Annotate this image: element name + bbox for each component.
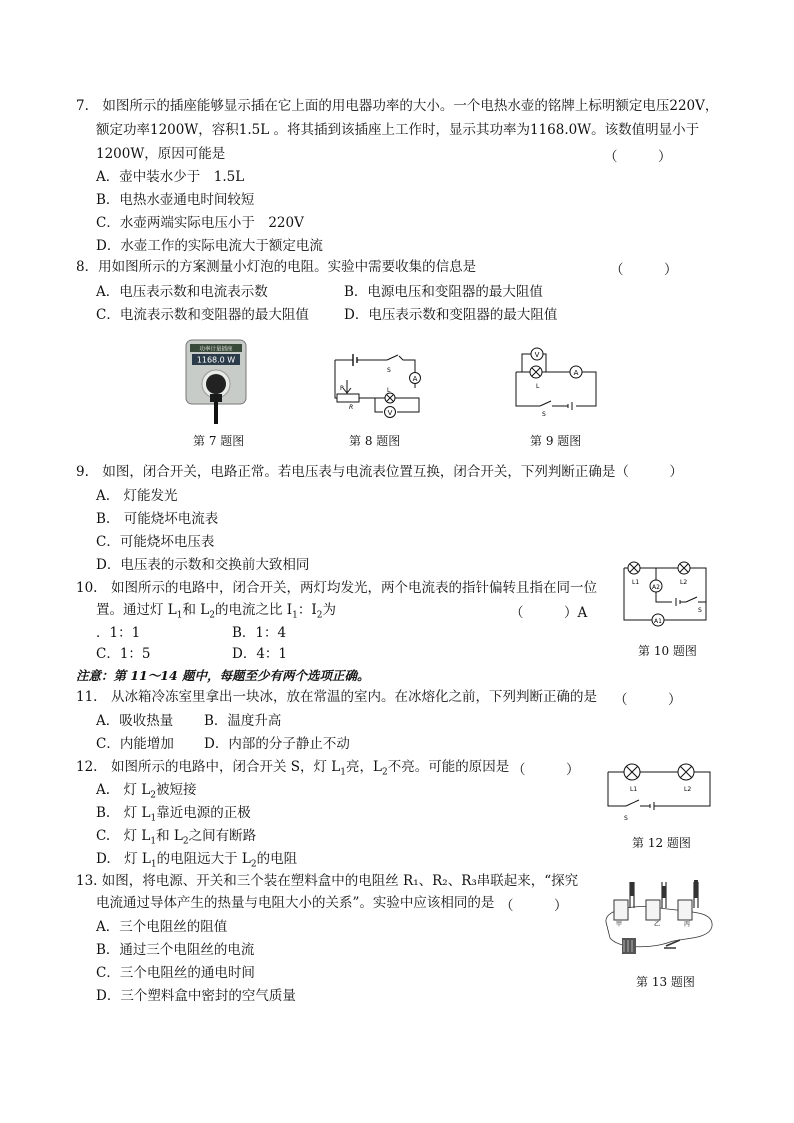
q10-option-a: ．1：1 bbox=[96, 625, 141, 641]
fig9-switch-label: S bbox=[542, 411, 546, 416]
fig10-circuit bbox=[620, 560, 712, 630]
q8-option-d: D．电压表示数和变阻器的最大阻值 bbox=[344, 307, 558, 323]
fig10-lamp2-label: L2 bbox=[680, 579, 688, 586]
q7-line2: 额定功率1200W，容积1.5L 。将其插到该插座上工作时，显示其功率为1168.0W。该数值明显小于 bbox=[96, 122, 700, 138]
q7-option-b: B．电热水壶通电时间较短 bbox=[96, 192, 255, 208]
q10-line1: 10. 如图所示的电路中，闭合开关，两灯均发光，两个电流表的指针偏转且指在同一位 bbox=[76, 580, 597, 596]
fig10-ammeter-a2-label: A2 bbox=[652, 584, 660, 591]
fig9-voltmeter-label: V bbox=[534, 351, 540, 359]
q12-option-d: D. 灯 $L_1$的电阻远大于 $L_2$的电阻 bbox=[96, 851, 298, 870]
q10-answer-paren: （ ）A bbox=[510, 605, 588, 621]
q9-option-c: C．可能烧坏电压表 bbox=[96, 534, 215, 550]
fig9-caption: 第 9 题图 bbox=[530, 434, 582, 448]
fig13-box-jia-label: 甲 bbox=[616, 921, 623, 928]
fig12-caption: 第 12 题图 bbox=[632, 836, 691, 850]
q9-option-b: B. 可能烧坏电流表 bbox=[96, 511, 219, 527]
fig9-lamp-label: L bbox=[536, 383, 540, 390]
fig13-box-bing-label: 丙 bbox=[684, 921, 691, 928]
q13-answer-paren: （ ） bbox=[500, 898, 568, 914]
q13-option-a: A．三个电阻丝的阻值 bbox=[96, 919, 228, 935]
q13-option-b: B．通过三个电阻丝的电流 bbox=[96, 942, 255, 958]
q7-line1: 7. 如图所示的插座能够显示插在它上面的用电器功率的大小。一个电热水壶的铭牌上标明额定电压220V， bbox=[76, 98, 719, 114]
fig13-caption: 第 13 题图 bbox=[636, 975, 695, 989]
fig12-circuit bbox=[604, 760, 714, 826]
q11-option-c: C．内能增加 bbox=[96, 736, 174, 752]
q13-option-c: C．三个电阻丝的通电时间 bbox=[96, 965, 255, 981]
fig12-switch-label: S bbox=[624, 815, 628, 822]
q10-option-c: C．1：5 bbox=[96, 646, 151, 662]
fig12-lamp1-label: L1 bbox=[630, 786, 638, 793]
fig8-caption: 第 8 题图 bbox=[349, 434, 401, 448]
fig8-slider-label: P bbox=[340, 385, 344, 392]
fig9-circuit bbox=[512, 346, 604, 416]
q11-option-b: B．温度升高 bbox=[204, 713, 282, 729]
fig10-lamp1-label: L1 bbox=[632, 579, 640, 586]
q13-option-d: D．三个塑料盒中密封的空气质量 bbox=[96, 988, 296, 1004]
fig8-circuit bbox=[327, 350, 427, 422]
q13-line1: 13. 如图，将电源、开关和三个装在塑料盒中的电阻丝 R₁、R₂、R₃串联起来，“探究 bbox=[76, 873, 579, 889]
q10-line2: 置。通过灯 $L_1$和 $L_2$的电流之比 $I_1$：$I_2$为 bbox=[96, 602, 336, 621]
fig7-display-reading: 1168.0 W bbox=[196, 355, 236, 365]
fig7-socket-illustration bbox=[182, 338, 252, 426]
q12-option-b: B. 灯 $L_1$靠近电源的正极 bbox=[96, 805, 251, 824]
fig13-box-yi-label: 乙 bbox=[654, 921, 661, 928]
fig10-switch-label: S bbox=[698, 607, 702, 614]
q11-option-a: A．吸收热量 bbox=[96, 713, 174, 729]
q10-option-b: B．1：4 bbox=[232, 625, 287, 641]
fig9-ammeter-label: A bbox=[573, 369, 579, 377]
q8-option-a: A．电压表示数和电流表示数 bbox=[96, 284, 268, 300]
fig7-socket-header: 功率计量插座 bbox=[199, 346, 233, 353]
q7-answer-paren: （ ） bbox=[604, 149, 672, 165]
q9-option-a: A. 灯能发光 bbox=[96, 488, 178, 504]
q8-option-b: B．电源电压和变阻器的最大阻值 bbox=[344, 284, 543, 300]
q8-line1: 8．用如图所示的方案测量小灯泡的电阻。实验中需要收集的信息是 bbox=[76, 259, 477, 275]
q12-answer-paren: （ ） bbox=[512, 762, 580, 778]
q8-answer-paren: （ ） bbox=[610, 262, 678, 278]
q7-option-a: A．壶中装水少于 1.5L bbox=[96, 169, 245, 185]
fig8-lamp-label: L bbox=[387, 387, 391, 394]
multi-answer-note: 注意：第 11～14 题中，每题至少有两个选项正确。 bbox=[76, 668, 370, 683]
fig8-voltmeter-label: V bbox=[387, 409, 393, 417]
q11-line1: 11. 从冰箱冷冻室里拿出一块冰，放在常温的室内。在冰熔化之前，下列判断正确的是 bbox=[76, 689, 597, 705]
fig13-apparatus bbox=[600, 878, 718, 968]
fig7-caption: 第 7 题图 bbox=[193, 434, 245, 448]
q7-line3: 1200W，原因可能是 bbox=[96, 146, 226, 162]
q12-option-c: C. 灯 $L_1$和 $L_2$之间有断路 bbox=[96, 828, 257, 847]
fig8-switch-label: S bbox=[387, 367, 391, 374]
fig8-rheostat-label: R bbox=[349, 404, 354, 411]
fig8-ammeter-label: A bbox=[412, 375, 418, 383]
q9-option-d: D．电压表的示数和交换前大致相同 bbox=[96, 557, 310, 573]
q10-option-d: D．4：1 bbox=[232, 646, 288, 662]
fig12-lamp2-label: L2 bbox=[684, 786, 692, 793]
q13-line2: 电流通过导体产生的热量与电阻大小的关系”。实验中应该相同的是 bbox=[96, 895, 495, 911]
q9-line1: 9. 如图，闭合开关，电路正常。若电压表与电流表位置互换，闭合开关，下列判断正确是（ ） bbox=[76, 464, 683, 480]
q7-option-c: C．水壶两端实际电压小于 220V bbox=[96, 215, 304, 231]
fig10-caption: 第 10 题图 bbox=[638, 644, 697, 658]
q8-option-c: C．电流表示数和变阻器的最大阻值 bbox=[96, 307, 309, 323]
q12-option-a: A. 灯 $L_2$被短接 bbox=[96, 782, 197, 801]
fig10-ammeter-a1-label: A1 bbox=[654, 618, 662, 625]
q12-line1: 12. 如图所示的电路中，闭合开关 S，灯 $L_1$亮，$L_2$不亮。可能的原因是 bbox=[76, 759, 510, 778]
q7-option-d: D．水壶工作的实际电流大于额定电流 bbox=[96, 238, 323, 254]
q11-option-d: D．内部的分子静止不动 bbox=[204, 736, 350, 752]
q11-answer-paren: （ ） bbox=[614, 692, 682, 708]
